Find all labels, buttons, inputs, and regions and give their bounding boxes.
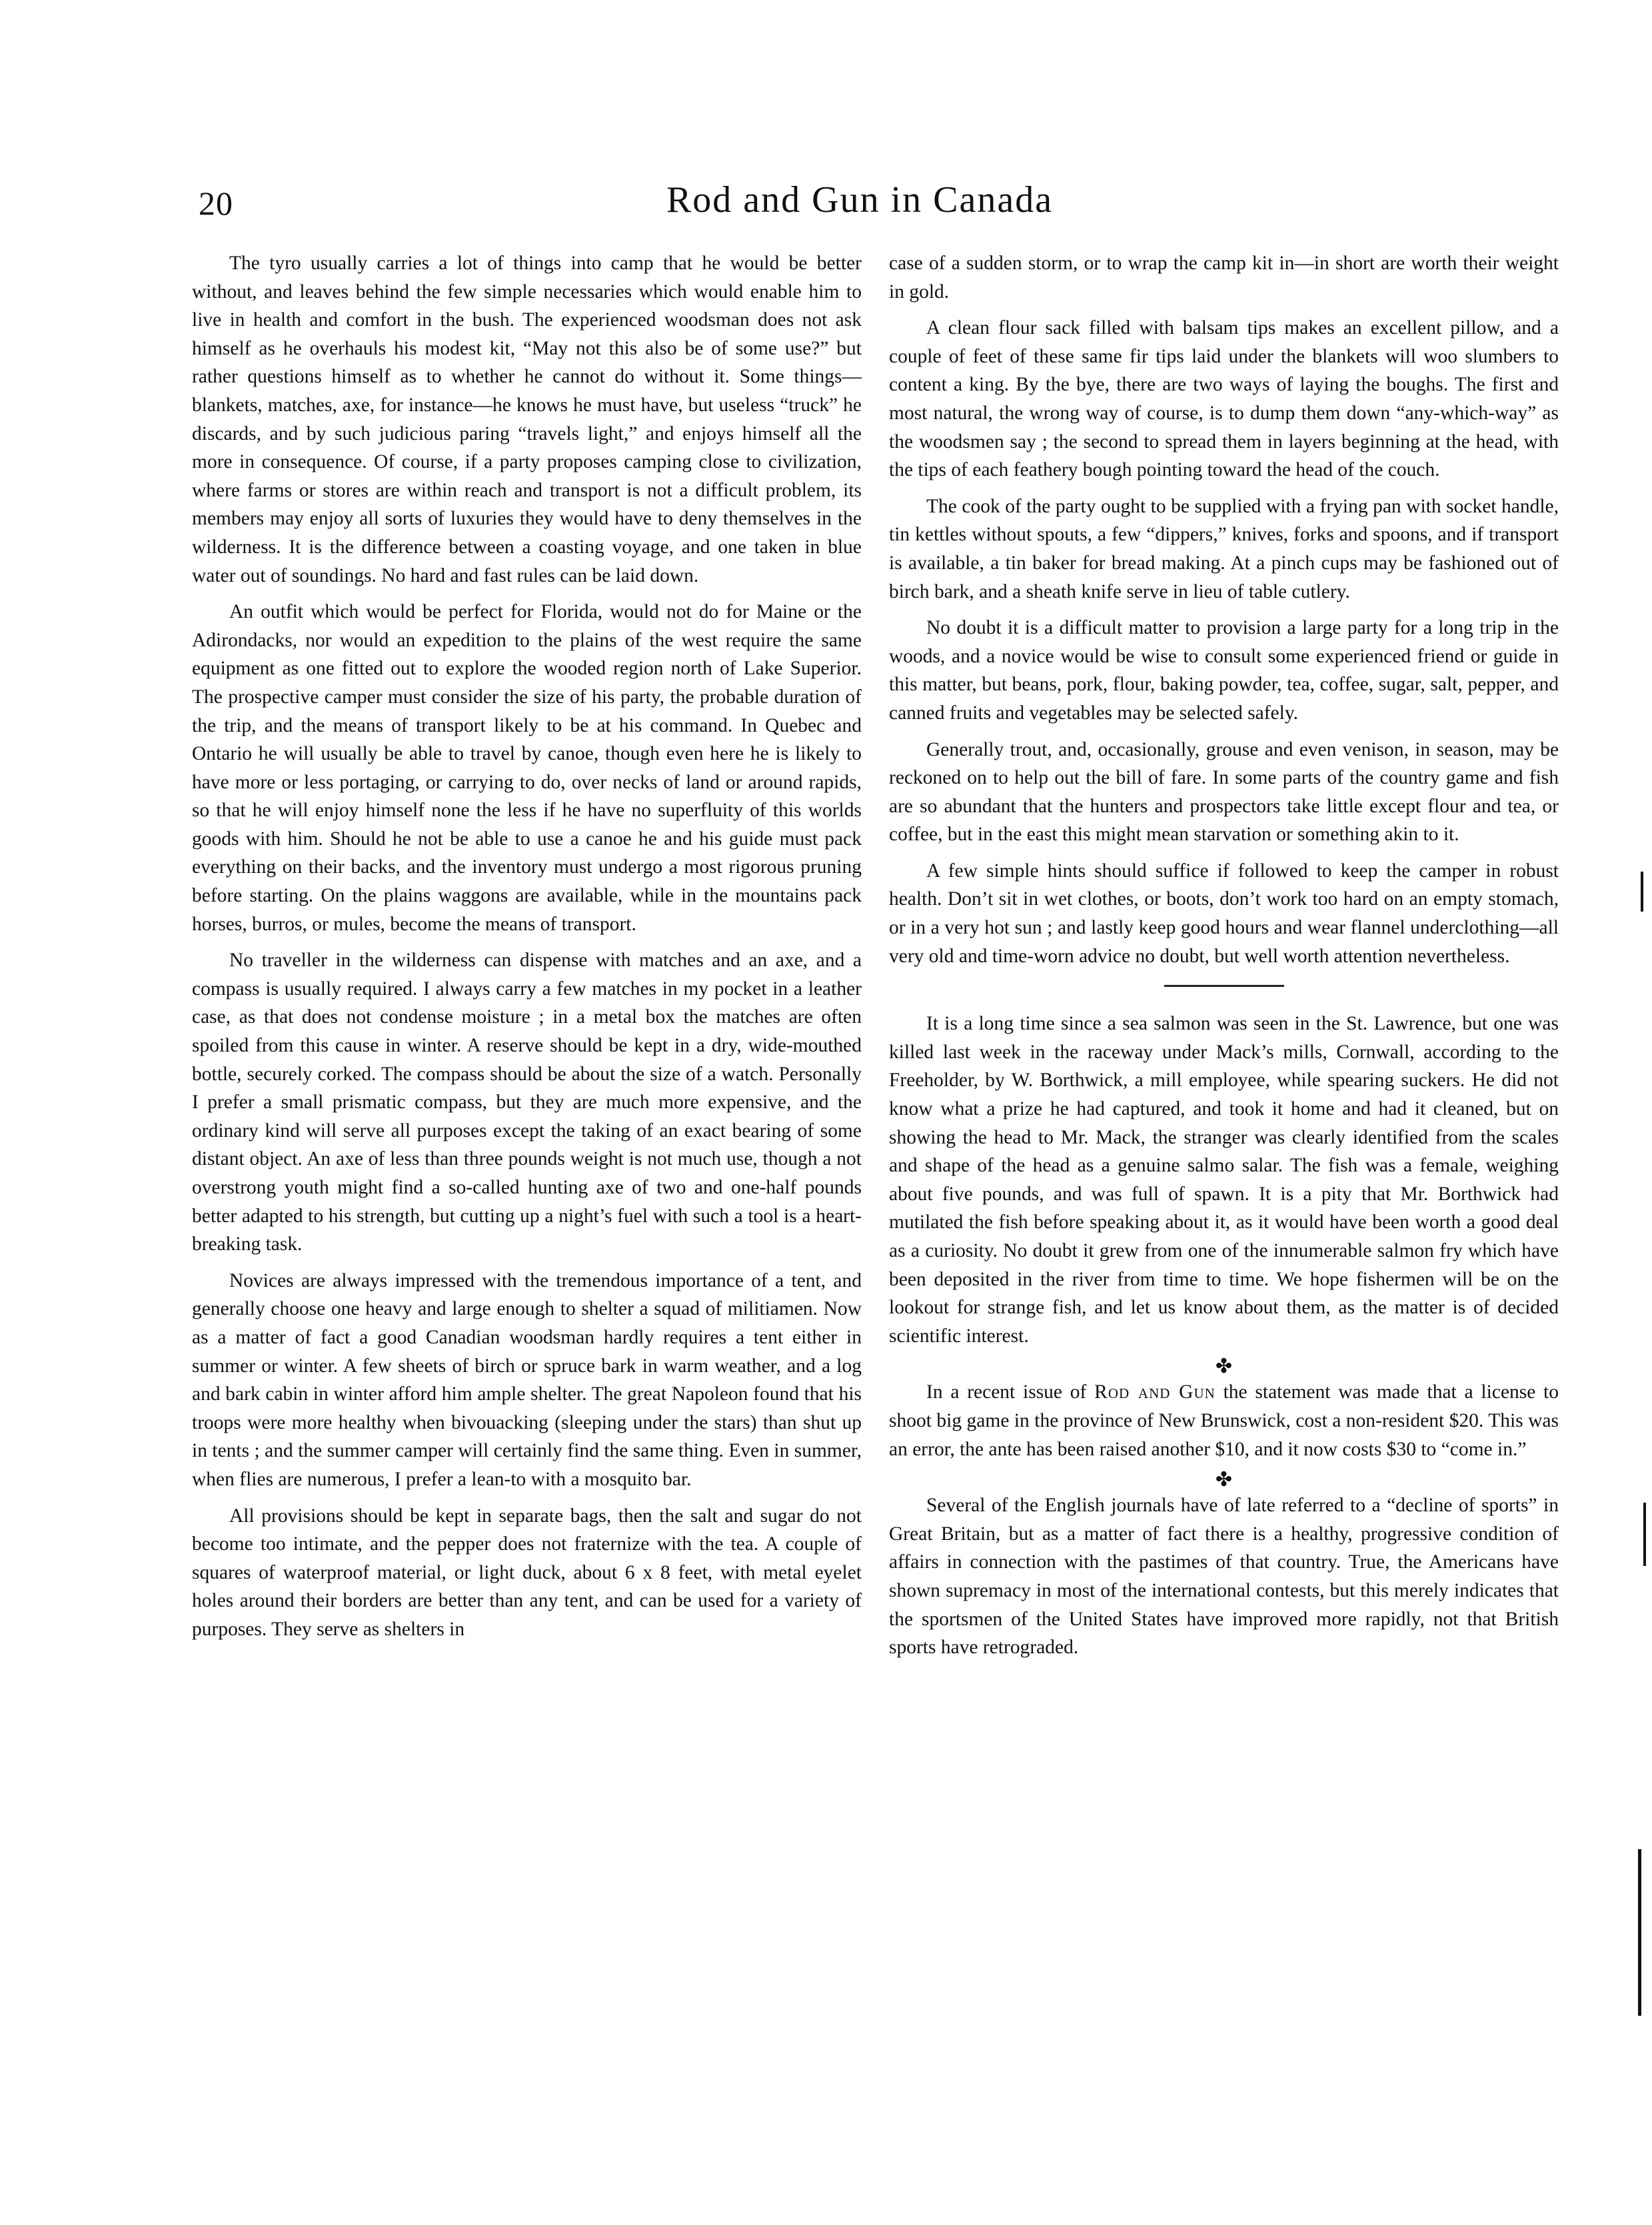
license-text-start: In a recent issue of [926, 1381, 1095, 1403]
paragraph-health: A few simple hints should suffice if followed to keep the camper in robust health. Don’t sit in wet clothes, or boots, don’t work too hard on an empty stomach, or in a very hot sun ; and lastly keep good hours and wear flannel underclothing—all very old and time-worn advice no doubt, but well worth attention nevertheless. [889, 860, 1559, 967]
margin-mark [1638, 1849, 1641, 2016]
left-column [192, 249, 862, 1652]
paragraph-tent: Novices are always impressed with the tremendous importance of a tent, and generally choose one heavy and large enough to shelter a squad of militiamen. Now as a matter of fact a good Canadian woodsman hardly requires a tent either in summer or winter. A few sheets of birch or spruce bark in warm weather, and a log and bark cabin in winter afford him ample shelter. The great Napoleon found that his troops were more healthy when bivouacking (sleeping under the stars) than shut up in tents ; and the summer camper will certainly find the same thing. Even in summer, when flies are numerous, I prefer a lean-to with a mosquito bar. [192, 1269, 862, 1490]
paragraph-provisioning: No doubt it is a difficult matter to provision a large party for a long trip in the woods, and a novice would be wise to consult some experienced friend or guide in this matter, but beans, pork, flour, baking powder, tea, coffee, sugar, salt, pepper, and canned fruits and vegetables may be selected safely. [889, 617, 1559, 724]
ornament-divider: ✤ [1215, 1469, 1233, 1491]
running-title: Rod and Gun in Canada [666, 179, 1054, 221]
section-divider [1164, 985, 1284, 987]
margin-mark [1641, 872, 1643, 912]
paragraph-cook: The cook of the party ought to be supplied with a frying pan with socket handle, tin kettles without spouts, a few “dippers,” knives, forks and spoons, and if transport is available, a tin baker for bread making. At a pinch cups may be fashioned out of birch bark, and a sheath knife serve in lieu of table cutlery. [889, 495, 1559, 602]
paragraph-outfit: An outfit which would be perfect for Florida, would not do for Maine or the Adirondacks, nor would an expedition to the plains of the west require the same equipment as one fitted out to explore the wooded region north of Lake Superior. The prospective camper must consider the size of his party, the probable duration of the trip, and the means of transport likely to be at his command. In Quebec and Ontario he will usually be able to travel by canoe, though even here he is likely to have more or less portaging, or carrying to do, over necks of land or around rapids, so that he will enjoy himself none the less if he have no superfluity of this worlds goods with him. Should he not be able to use a canoe he and his guide must pack everything on their backs, and the inventory must undergo a most rigorous pruning before starting. On the plains waggons are available, while in the mountains pack horses, burros, or mules, become the means of transport. [192, 601, 862, 935]
page-header [193, 179, 1499, 232]
news-item-sports: Several of the English journals have of late referred to a “decline of sports” in Great Britain, but as a matter of fact there is a healthy, progressive condition of affairs in connection with the pastimes of that country. True, the Americans have shown supremacy in most of the international contests, but this merely indicates that the sportsmen of the United States have improved more rapidly, not that British sports have retrograded. [889, 1495, 1559, 1659]
news-item-salmon: It is a long time since a sea salmon was seen in the St. Lawrence, but one was killed last week in the raceway under Mack’s mills, Cornwall, according to the Freeholder, by W. Borthwick, a mill employee, while spearing suckers. He did not know what a prize he had captured, and took it home and had it cleaned, but on showing the head to Mr. Mack, the stranger was clearly identified from the scales and shape of the head as a genuine salmo salar. The fish was a female, weighing about five pounds, and was full of spawn. It is a pity that Mr. Borthwick had mutilated the fish before speaking about it, as it would have been worth a good deal as a curiosity. No doubt it grew from one of the innumerable salmon fry which have been deposited in the river from time to time. We hope fishermen will be on the lookout for strange fish, and let us know about them, as the matter is of decided scientific interest. [889, 1013, 1559, 1347]
ornament-divider: ✤ [1215, 1355, 1233, 1378]
paragraph-tyro: The tyro usually carries a lot of things into camp that he would be better without, and leaves behind the few simple necessaries which would enable him to live in health and comfort in the bush. The experienced woodsman does not ask himself as he overhauls his modest kit, “May not this also be of some use?” but rather questions himself as to whether he cannot do without it. Some things—blankets, matches, axe, for instance—he knows he must have, but useless “truck” he discards, and by such judicious paring “travels light,” and enjoys himself all the more in consequence. Of course, if a party proposes camping close to civilization, where farms or stores are within reach and transport is not a difficult problem, its members may enjoy all sorts of luxuries they would have to deny themselves in the wilderness. It is the difference between a coasting voyage, and one taken in blue water out of soundings. No hard and fast rules can be laid down. [192, 253, 862, 586]
paragraph-continuation: case of a sudden storm, or to wrap the camp kit in—in short are worth their weight in gold. [889, 253, 1559, 303]
paragraph-matches-axe: No traveller in the wilderness can dispense with matches and an axe, and a compass is usually required. I always carry a few matches in my pocket in a leather case, as that does not condense moisture ; in a metal box the matches are often spoiled from this cause in winter. A reserve should be kept in a dry, wide-mouthed bottle, securely corked. The compass should be about the size of a watch. Personally I prefer a small prismatic compass, but they are much more expensive, and the ordinary kind will serve all purposes except the taking of an exact bearing of some distant object. An axe of less than three pounds weight is not much use, though a not overstrong youth might find a so-called hunting axe of two and one-half pounds better adapted to his strength, but cutting up a night’s fuel with such a tool is a heart-breaking task. [192, 950, 862, 1255]
margin-mark [1643, 1503, 1646, 1566]
paragraph-pillow: A clean flour sack filled with balsam tips makes an excellent pillow, and a couple of feet of these same fir tips laid under the blankets will woo slumbers to content a king. By the bye, there are two ways of laying the boughs. The first and most natural, the wrong way of course, is to dump them down “any-which-way” as the woodsmen say ; the second to spread them in layers beginning at the head, with the tips of each feathery bough pointing toward the head of the couch. [889, 317, 1559, 481]
license-text-end: the statement was made that a license to shoot big game in the province of New Brunswick, cost a non-resident $20. This was an error, the ante has been raised another $10, and it now costs $30 to “come in.” [889, 1381, 1559, 1460]
magazine-name: Rod and Gun [1094, 1381, 1216, 1403]
page-number: 20 [199, 185, 233, 222]
right-column [889, 249, 1559, 1670]
paragraph-game: Generally trout, and, occasionally, grouse and even venison, in season, may be reckoned on to help out the bill of fare. In some parts of the country game and fish are so abundant that the hunters and prospectors take little except flour and tea, or coffee, but in the east this might mean starvation or something akin to it. [889, 738, 1559, 846]
news-item-license [889, 1378, 1559, 1463]
paragraph-provisions: All provisions should be kept in separate bags, then the salt and sugar do not become too intimate, and the pepper does not fraternize with the tea. A couple of squares of waterproof material, or light duck, about 6 x 8 feet, with metal eyelet holes around their borders are better than any tent, and can be used for a variety of purposes. They serve as shelters in [192, 1505, 862, 1640]
